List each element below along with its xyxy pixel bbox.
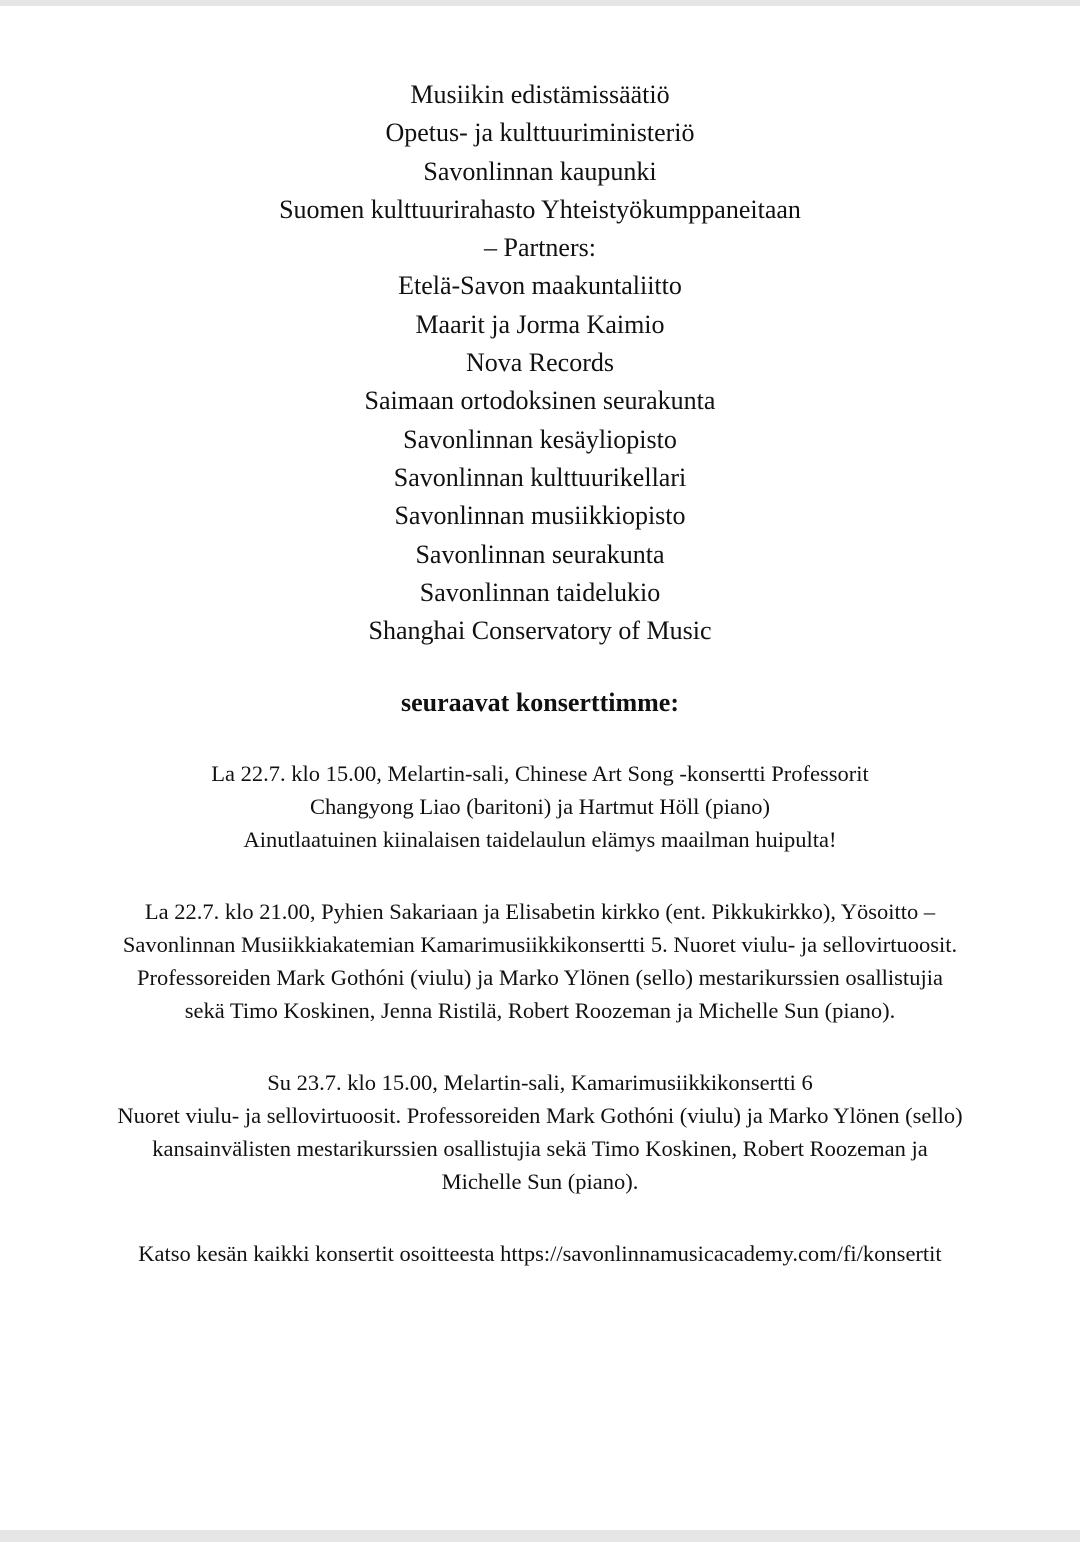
partner-item: Savonlinnan seurakunta <box>415 539 665 569</box>
concert-line: Michelle Sun (piano). <box>441 1169 639 1194</box>
partner-item: Etelä-Savon maakuntaliitto <box>398 271 682 301</box>
partner-item: Savonlinnan taidelukio <box>419 577 661 607</box>
concert-entry <box>40 1066 1040 1198</box>
partner-item: Maarit ja Jorma Kaimio <box>415 309 665 339</box>
concert-line: sekä Timo Koskinen, Jenna Ristilä, Robert Roozeman ja Michelle Sun (piano). <box>184 998 896 1023</box>
partner-item: Nova Records <box>465 348 614 378</box>
concert-line: La 22.7. klo 15.00, Melartin-sali, Chinese Art Song -konsertti Professorit <box>211 761 869 786</box>
document-page <box>0 6 1080 1530</box>
concert-line: Professoreiden Mark Gothóni (viulu) ja Marko Ylönen (sello) mestarikurssien osallistujia <box>137 965 943 990</box>
partner-item: Savonlinnan musiikkiopisto <box>394 501 686 531</box>
partners-label: – Partners: <box>484 233 596 263</box>
concert-line: Nuoret viulu- ja sellovirtuoosit. Professoreiden Mark Gothóni (viulu) ja Marko Ylönen (sello) <box>117 1103 963 1128</box>
concert-line: Su 23.7. klo 15.00, Melartin-sali, Kamarimusiikkikonsertti 6 <box>267 1070 813 1095</box>
sponsor-item: Suomen kulttuurirahasto Yhteistyökumppaneitaan <box>279 194 801 224</box>
concert-entry <box>40 895 1040 1027</box>
partner-item: Savonlinnan kesäyliopisto <box>403 424 677 454</box>
sponsor-item: Musiikin edistämissäätiö <box>410 80 670 109</box>
footer-note <box>40 1237 1040 1270</box>
sponsor-item: Opetus- ja kulttuuriministeriö <box>385 118 695 148</box>
concerts-url-text: Katso kesän kaikki konsertit osoitteesta https://savonlinnamusicacademy.com/fi/konsertit <box>138 1241 942 1266</box>
sponsor-list <box>0 76 1080 650</box>
concert-entry <box>40 757 1040 856</box>
concert-line: La 22.7. klo 21.00, Pyhien Sakariaan ja Elisabetin kirkko (ent. Pikkukirkko), Yösoitto – <box>144 899 936 924</box>
concert-line: Savonlinnan Musiikkiakatemian Kamarimusiikkikonsertti 5. Nuoret viulu- ja sellovirtuoosit. <box>122 932 958 957</box>
sponsor-item: Savonlinnan kaupunki <box>423 156 657 186</box>
partner-item: Shanghai Conservatory of Music <box>368 616 712 646</box>
concert-line: kansainvälisten mestarikurssien osallistujia sekä Timo Koskinen, Robert Roozeman ja <box>152 1136 928 1161</box>
concert-line: Ainutlaatuinen kiinalaisen taidelaulun elämys maailman huipulta! <box>243 827 837 852</box>
partner-item: Saimaan ortodoksinen seurakunta <box>364 386 716 416</box>
concert-line: Changyong Liao (baritoni) ja Hartmut Höll (piano) <box>310 794 770 819</box>
upcoming-concerts-heading: seuraavat konserttimme: <box>401 688 679 717</box>
partner-item: Savonlinnan kulttuurikellari <box>393 462 687 492</box>
